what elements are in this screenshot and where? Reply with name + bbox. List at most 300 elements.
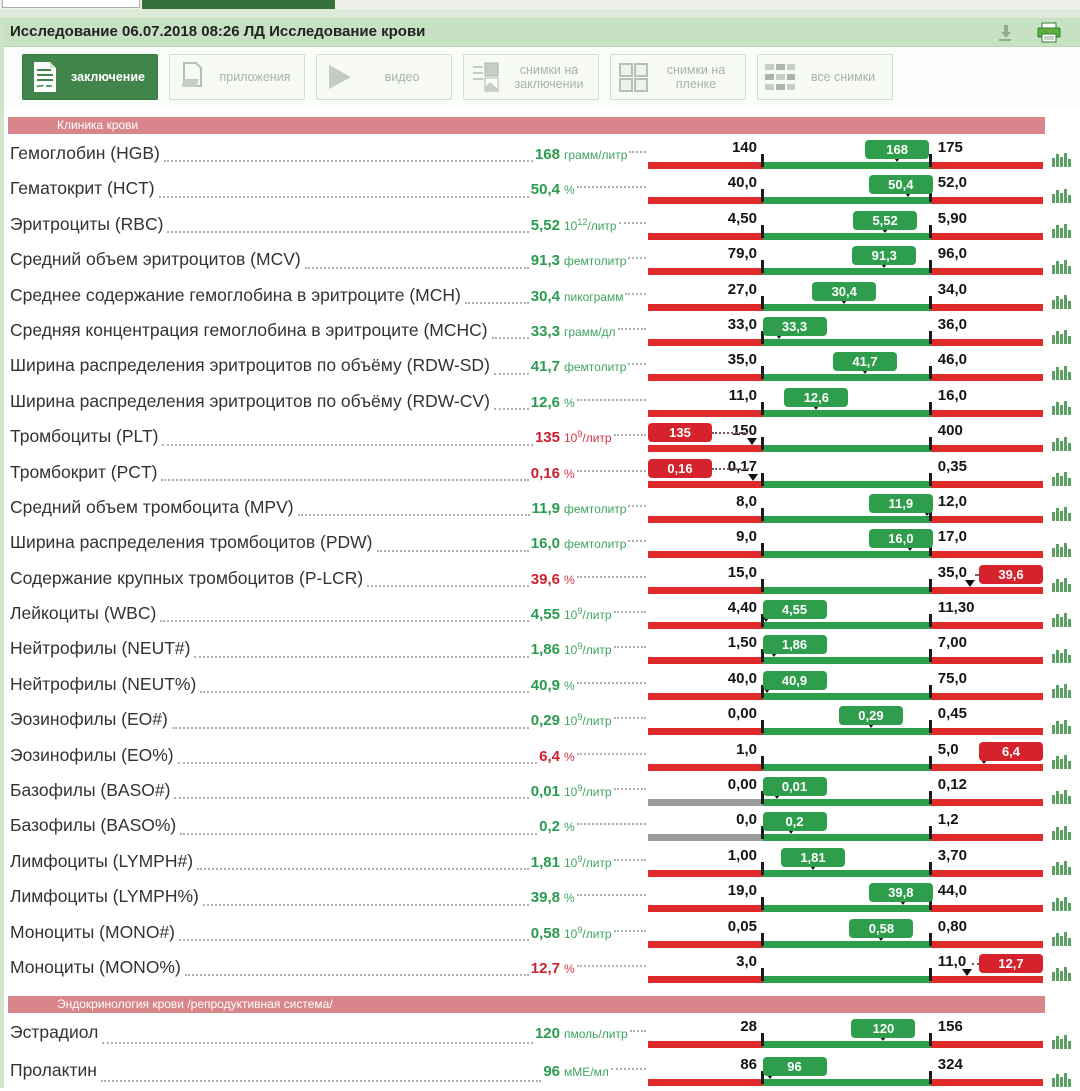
test-name-label: Средний объем эритроцитов (MCV) <box>10 249 301 270</box>
range-normal-segment <box>763 870 931 877</box>
range-max-label: 36,0 <box>937 315 967 333</box>
test-row <box>0 242 1080 277</box>
test-unit-box <box>564 429 648 445</box>
max-tick <box>929 366 932 379</box>
range-left-segment <box>648 1041 763 1048</box>
test-row <box>0 773 1080 808</box>
histogram-icon[interactable] <box>1043 844 1080 879</box>
histogram-icon[interactable] <box>1043 1015 1080 1053</box>
test-row-left <box>10 915 648 950</box>
range-bar <box>648 242 1043 277</box>
test-row <box>0 1015 1080 1053</box>
range-min-label: 140 <box>731 139 757 156</box>
range-min-label: 27,0 <box>727 280 757 298</box>
test-unit: $10^9$/литр <box>564 924 612 941</box>
range-max-label: 0,35 <box>937 457 967 475</box>
test-unit-box <box>564 962 648 976</box>
test-unit: % <box>564 820 575 835</box>
range-min-label: 19,0 <box>727 882 757 900</box>
range-min-label: 40,0 <box>727 669 757 687</box>
range-left-segment <box>648 162 763 169</box>
range-min-label: 0,05 <box>727 917 757 935</box>
range-max-label: 0,45 <box>937 705 967 723</box>
range-bar <box>648 738 1043 773</box>
range-normal-segment <box>763 445 931 452</box>
max-tick <box>929 826 932 839</box>
test-row <box>0 561 1080 596</box>
histogram-icon[interactable] <box>1043 384 1080 419</box>
test-row <box>0 808 1080 843</box>
section-header: Эндокринология крови /репродуктивная система/ <box>8 996 1045 1013</box>
test-name-label: Базофилы (BASO#) <box>10 780 171 801</box>
min-tick <box>761 579 764 592</box>
test-row <box>0 455 1080 490</box>
range-right-segment <box>931 799 1043 806</box>
test-value: 96 <box>543 1063 560 1081</box>
histogram-icon[interactable] <box>1043 702 1080 737</box>
tab-video[interactable] <box>316 54 452 100</box>
range-bar <box>648 419 1043 454</box>
value-badge: 0,2 <box>763 812 827 831</box>
range-left-segment <box>648 941 763 948</box>
view-tabs <box>0 47 1080 106</box>
range-min-label: 40,0 <box>727 174 757 192</box>
min-tick <box>761 1033 764 1046</box>
range-bar <box>648 879 1043 914</box>
test-unit: фемтолитр <box>564 537 627 552</box>
range-min-label: 0,0 <box>736 811 757 829</box>
test-name-label: Тромбокрит (PCT) <box>10 461 158 482</box>
test-row-left <box>10 738 648 773</box>
test-row-left <box>10 950 648 985</box>
test-unit-box <box>564 325 648 339</box>
tab-conclusion[interactable] <box>22 54 158 100</box>
min-tick <box>761 366 764 379</box>
histogram-icon[interactable] <box>1043 561 1080 596</box>
browser-tab-active[interactable] <box>142 0 335 9</box>
dotted-leader <box>614 611 646 613</box>
dotted-leader <box>577 186 646 188</box>
test-row <box>0 879 1080 914</box>
test-row <box>0 136 1080 171</box>
test-name-label: Средний объем тромбоцита (MPV) <box>10 496 294 517</box>
range-bar <box>648 667 1043 702</box>
test-name-label: Тромбоциты (PLT) <box>10 426 159 447</box>
test-value: 12,6 <box>530 393 560 411</box>
test-name-label: Моноциты (MONO%) <box>10 956 181 977</box>
value-badge: 5,52 <box>853 211 917 230</box>
range-bar <box>648 631 1043 666</box>
range-max-label: 0,12 <box>937 776 967 794</box>
test-name-label: Моноциты (MONO#) <box>10 921 175 942</box>
test-name-label: Средняя концентрация гемоглобина в эритроците (MCHC) <box>10 319 488 340</box>
range-min-label: 86 <box>740 1056 757 1074</box>
value-badge: 168 <box>865 140 929 159</box>
dotted-leader <box>298 514 530 516</box>
test-name-label: Базофилы (BASO%) <box>10 815 177 836</box>
range-max-label: 75,0 <box>937 669 967 687</box>
test-value: 0,29 <box>530 712 560 730</box>
min-tick <box>761 720 764 733</box>
value-badge: 12,7 <box>979 954 1043 973</box>
value-badge: 39,6 <box>979 565 1043 584</box>
test-row-left <box>10 455 648 490</box>
test-unit: фемтолитр <box>564 360 627 375</box>
histogram-icon[interactable] <box>1043 915 1080 950</box>
test-value: 1,86 <box>530 641 560 659</box>
value-badge: 0,01 <box>763 777 827 796</box>
histogram-icon[interactable] <box>1043 348 1080 383</box>
max-tick <box>929 649 932 662</box>
tab-label: приложения <box>219 69 291 84</box>
tab-images-on-report[interactable] <box>463 54 599 100</box>
dotted-leader <box>614 859 646 861</box>
dotted-leader <box>159 196 529 198</box>
value-marker <box>747 438 757 445</box>
range-min-label: 150 <box>731 422 757 440</box>
section-header: Клиника крови <box>8 117 1045 134</box>
test-unit-box <box>564 925 648 941</box>
range-max-label: 96,0 <box>937 245 967 263</box>
download-icon[interactable] <box>992 22 1018 42</box>
test-row-left <box>10 419 648 454</box>
test-value: 0,58 <box>530 924 560 942</box>
range-normal-segment <box>763 587 931 594</box>
range-left-segment <box>648 374 763 381</box>
range-normal-segment <box>763 481 931 488</box>
dotted-leader <box>614 788 646 790</box>
range-max-label: 11,0 <box>937 952 967 970</box>
test-name-label: Гемоглобин (HGB) <box>10 143 160 163</box>
histogram-icon[interactable] <box>1043 950 1080 985</box>
test-value: 41,7 <box>530 358 560 376</box>
range-left-segment <box>648 410 763 417</box>
dotted-leader <box>161 479 528 481</box>
dotted-leader <box>611 1068 646 1070</box>
test-name-label: Лимфоциты (LYMPH#) <box>10 850 194 871</box>
range-max-label: 3,70 <box>937 846 967 864</box>
test-row <box>0 525 1080 560</box>
range-bar <box>648 490 1043 525</box>
dotted-leader <box>174 797 528 799</box>
test-unit: $10^9$/литр <box>564 429 612 446</box>
test-row <box>0 490 1080 525</box>
test-row-left <box>10 1053 648 1091</box>
range-max-label: 52,0 <box>937 174 967 192</box>
test-row-left <box>10 702 648 737</box>
dotted-leader <box>614 646 646 648</box>
test-value: 6,4 <box>539 747 560 765</box>
dotted-leader <box>614 930 646 932</box>
histogram-icon[interactable] <box>1043 738 1080 773</box>
dotted-leader <box>194 656 528 658</box>
test-value: 11,9 <box>531 499 560 517</box>
badge-connector-line <box>712 468 749 470</box>
histogram-icon[interactable] <box>1043 596 1080 631</box>
test-row <box>0 631 1080 666</box>
range-max-label: 35,0 <box>937 563 967 581</box>
test-row <box>0 1053 1080 1091</box>
tab-attachments[interactable] <box>169 54 305 100</box>
range-min-label: 0,17 <box>727 457 757 475</box>
histogram-icon[interactable] <box>1043 667 1080 702</box>
range-normal-segment <box>763 941 931 948</box>
range-right-segment <box>931 233 1043 240</box>
range-max-label: 5,90 <box>937 209 967 227</box>
range-normal-segment <box>763 304 931 311</box>
histogram-icon[interactable] <box>1043 136 1080 171</box>
dotted-leader <box>200 691 528 693</box>
test-unit-box <box>564 820 648 834</box>
histogram-icon[interactable] <box>1043 419 1080 454</box>
test-unit: $10^9$/литр <box>564 641 612 658</box>
range-right-segment <box>931 1079 1043 1086</box>
range-normal-segment <box>763 764 931 771</box>
min-tick <box>761 968 764 981</box>
range-right-segment <box>931 728 1043 735</box>
test-unit-box <box>564 148 648 162</box>
range-right-segment <box>931 834 1043 841</box>
dotted-leader <box>185 974 529 976</box>
test-unit-box <box>564 891 648 905</box>
histogram-icon[interactable] <box>1043 207 1080 242</box>
dotted-leader <box>577 682 646 684</box>
test-value: 135 <box>534 429 560 447</box>
section-rows <box>0 136 1080 985</box>
min-tick <box>761 402 764 415</box>
range-right-segment <box>931 622 1043 629</box>
badge-connector-line <box>972 963 979 965</box>
test-row <box>0 348 1080 383</box>
test-unit: % <box>564 572 575 587</box>
test-unit: % <box>564 395 575 410</box>
range-left-segment <box>648 870 763 877</box>
test-value: 39,8 <box>530 889 560 907</box>
histogram-icon[interactable] <box>1043 773 1080 808</box>
range-max-label: 0,80 <box>937 917 967 935</box>
range-min-label: 0,00 <box>727 776 757 794</box>
dotted-leader <box>494 408 529 410</box>
test-unit-box <box>564 750 648 764</box>
range-min-label: 3,0 <box>736 952 757 970</box>
test-row <box>0 667 1080 702</box>
min-tick <box>761 189 764 202</box>
test-unit: $10^9$/литр <box>564 606 612 623</box>
dotted-leader <box>628 540 646 542</box>
min-tick <box>761 897 764 910</box>
test-unit: $10^9$/литр <box>564 853 612 870</box>
range-left-segment <box>648 1079 763 1086</box>
value-badge: 120 <box>851 1019 915 1038</box>
value-badge: 12,6 <box>784 388 848 407</box>
test-unit-box <box>564 502 648 516</box>
images-on-film-icon <box>611 62 655 92</box>
range-bar <box>648 136 1043 171</box>
value-badge: 91,3 <box>852 246 916 265</box>
histogram-icon[interactable] <box>1043 171 1080 206</box>
test-row <box>0 915 1080 950</box>
test-row <box>0 419 1080 454</box>
range-normal-segment <box>763 1079 931 1086</box>
test-row-left <box>10 667 648 702</box>
test-name-label: Лимфоциты (LYMPH%) <box>10 886 199 907</box>
histogram-icon[interactable] <box>1043 455 1080 490</box>
dotted-leader <box>494 373 529 375</box>
dotted-leader <box>180 833 537 835</box>
range-left-segment <box>648 516 763 523</box>
test-name-label: Эозинофилы (EO%) <box>10 744 174 765</box>
range-max-label: 16,0 <box>937 386 967 404</box>
range-right-segment <box>931 905 1043 912</box>
test-row-left <box>10 242 648 277</box>
range-max-label: 400 <box>937 422 963 440</box>
range-bar <box>648 1053 1043 1091</box>
dotted-leader <box>101 1080 541 1082</box>
dotted-leader <box>102 1042 533 1044</box>
test-value: 91,3 <box>530 252 560 270</box>
range-right-segment <box>931 657 1043 664</box>
test-unit: $10^{12}$/литр <box>564 216 617 233</box>
test-row-left <box>10 844 648 879</box>
test-unit: грамм/дл <box>564 324 616 339</box>
range-right-segment <box>931 587 1043 594</box>
range-left-segment <box>648 657 763 664</box>
min-tick <box>761 260 764 273</box>
study-title-bar <box>0 18 1080 47</box>
range-bar <box>648 525 1043 560</box>
range-right-segment <box>931 304 1043 311</box>
test-value: 39,6 <box>530 570 560 588</box>
test-row <box>0 207 1080 242</box>
dotted-leader <box>577 965 646 967</box>
histogram-icon[interactable] <box>1043 879 1080 914</box>
value-badge: 0,58 <box>849 919 913 938</box>
histogram-icon[interactable] <box>1043 242 1080 277</box>
images-on-report-icon <box>464 61 508 93</box>
test-name-label: Эозинофилы (EO#) <box>10 709 168 730</box>
section-rows <box>0 1015 1080 1091</box>
max-tick <box>929 296 932 309</box>
min-tick <box>761 296 764 309</box>
printer-icon[interactable] <box>1036 22 1062 42</box>
histogram-icon[interactable] <box>1043 808 1080 843</box>
dotted-leader <box>203 904 529 906</box>
panel-top-edge <box>0 9 1080 18</box>
value-badge: 135 <box>648 423 712 442</box>
range-left-segment <box>648 551 763 558</box>
window-top-strip <box>0 0 1080 9</box>
test-unit: % <box>564 183 575 198</box>
value-badge: 33,3 <box>763 317 827 336</box>
histogram-icon[interactable] <box>1043 525 1080 560</box>
test-unit-box <box>564 183 648 197</box>
range-right-segment <box>931 870 1043 877</box>
min-tick <box>761 933 764 946</box>
test-name-label: Гематокрит (HCT) <box>10 178 155 199</box>
max-tick <box>929 614 932 627</box>
range-left-segment <box>648 693 763 700</box>
range-left-segment <box>648 587 763 594</box>
test-row-left <box>10 525 648 560</box>
test-name-label: Эстрадиол <box>10 1022 99 1043</box>
range-max-label: 324 <box>937 1056 963 1074</box>
max-tick <box>929 720 932 733</box>
max-tick <box>929 791 932 804</box>
test-row-left <box>10 1015 648 1053</box>
value-marker <box>962 969 972 976</box>
dotted-leader <box>305 267 529 269</box>
tab-label: снимки на пленке <box>666 62 726 91</box>
test-row-left <box>10 879 648 914</box>
dotted-leader <box>625 293 646 295</box>
histogram-icon[interactable] <box>1043 631 1080 666</box>
range-min-label: 0,00 <box>727 705 757 723</box>
max-tick <box>929 473 932 486</box>
results-list <box>0 117 1080 1091</box>
test-unit: $10^9$/литр <box>564 712 612 729</box>
browser-tab-inactive[interactable] <box>2 0 140 8</box>
dotted-leader <box>577 894 646 896</box>
range-bar <box>648 348 1043 383</box>
range-bar <box>648 1015 1043 1053</box>
range-left-segment <box>648 339 763 346</box>
range-max-label: 12,0 <box>937 492 967 510</box>
test-unit-box <box>564 641 648 657</box>
dotted-leader <box>614 717 646 719</box>
range-right-segment <box>931 339 1043 346</box>
max-tick <box>929 260 932 273</box>
histogram-icon[interactable] <box>1043 1053 1080 1091</box>
test-unit-box <box>564 573 648 587</box>
range-right-segment <box>931 551 1043 558</box>
test-name-label: Ширина распределения эритроцитов по объёму (RDW-CV) <box>10 390 490 411</box>
badge-connector-line <box>712 432 748 434</box>
range-max-label: 7,00 <box>937 634 967 652</box>
range-min-label: 1,00 <box>727 846 757 864</box>
range-left-segment <box>648 197 763 204</box>
dotted-leader <box>577 576 646 578</box>
histogram-icon[interactable] <box>1043 313 1080 348</box>
dotted-leader <box>377 550 529 552</box>
range-left-segment <box>648 905 763 912</box>
range-bar <box>648 844 1043 879</box>
value-badge: 0,16 <box>648 459 712 478</box>
test-unit: % <box>564 466 575 481</box>
test-row <box>0 384 1080 419</box>
dotted-leader <box>577 753 646 755</box>
value-marker <box>965 580 975 587</box>
range-bar <box>648 278 1043 313</box>
tab-all-images[interactable] <box>757 54 893 100</box>
histogram-icon[interactable] <box>1043 490 1080 525</box>
histogram-icon[interactable] <box>1043 278 1080 313</box>
range-max-label: 46,0 <box>937 351 967 369</box>
test-row-left <box>10 384 648 419</box>
dotted-leader <box>492 337 529 339</box>
range-right-segment <box>931 516 1043 523</box>
range-max-label: 1,2 <box>937 811 959 829</box>
value-badge: 40,9 <box>763 671 827 690</box>
range-right-segment <box>931 764 1043 771</box>
max-tick <box>929 225 932 238</box>
dotted-leader <box>630 1030 646 1032</box>
test-row <box>0 702 1080 737</box>
range-max-label: 5,0 <box>937 740 959 758</box>
dotted-leader <box>367 585 529 587</box>
tab-images-on-film[interactable] <box>610 54 746 100</box>
test-value: 0,2 <box>539 818 560 836</box>
range-right-segment <box>931 197 1043 204</box>
